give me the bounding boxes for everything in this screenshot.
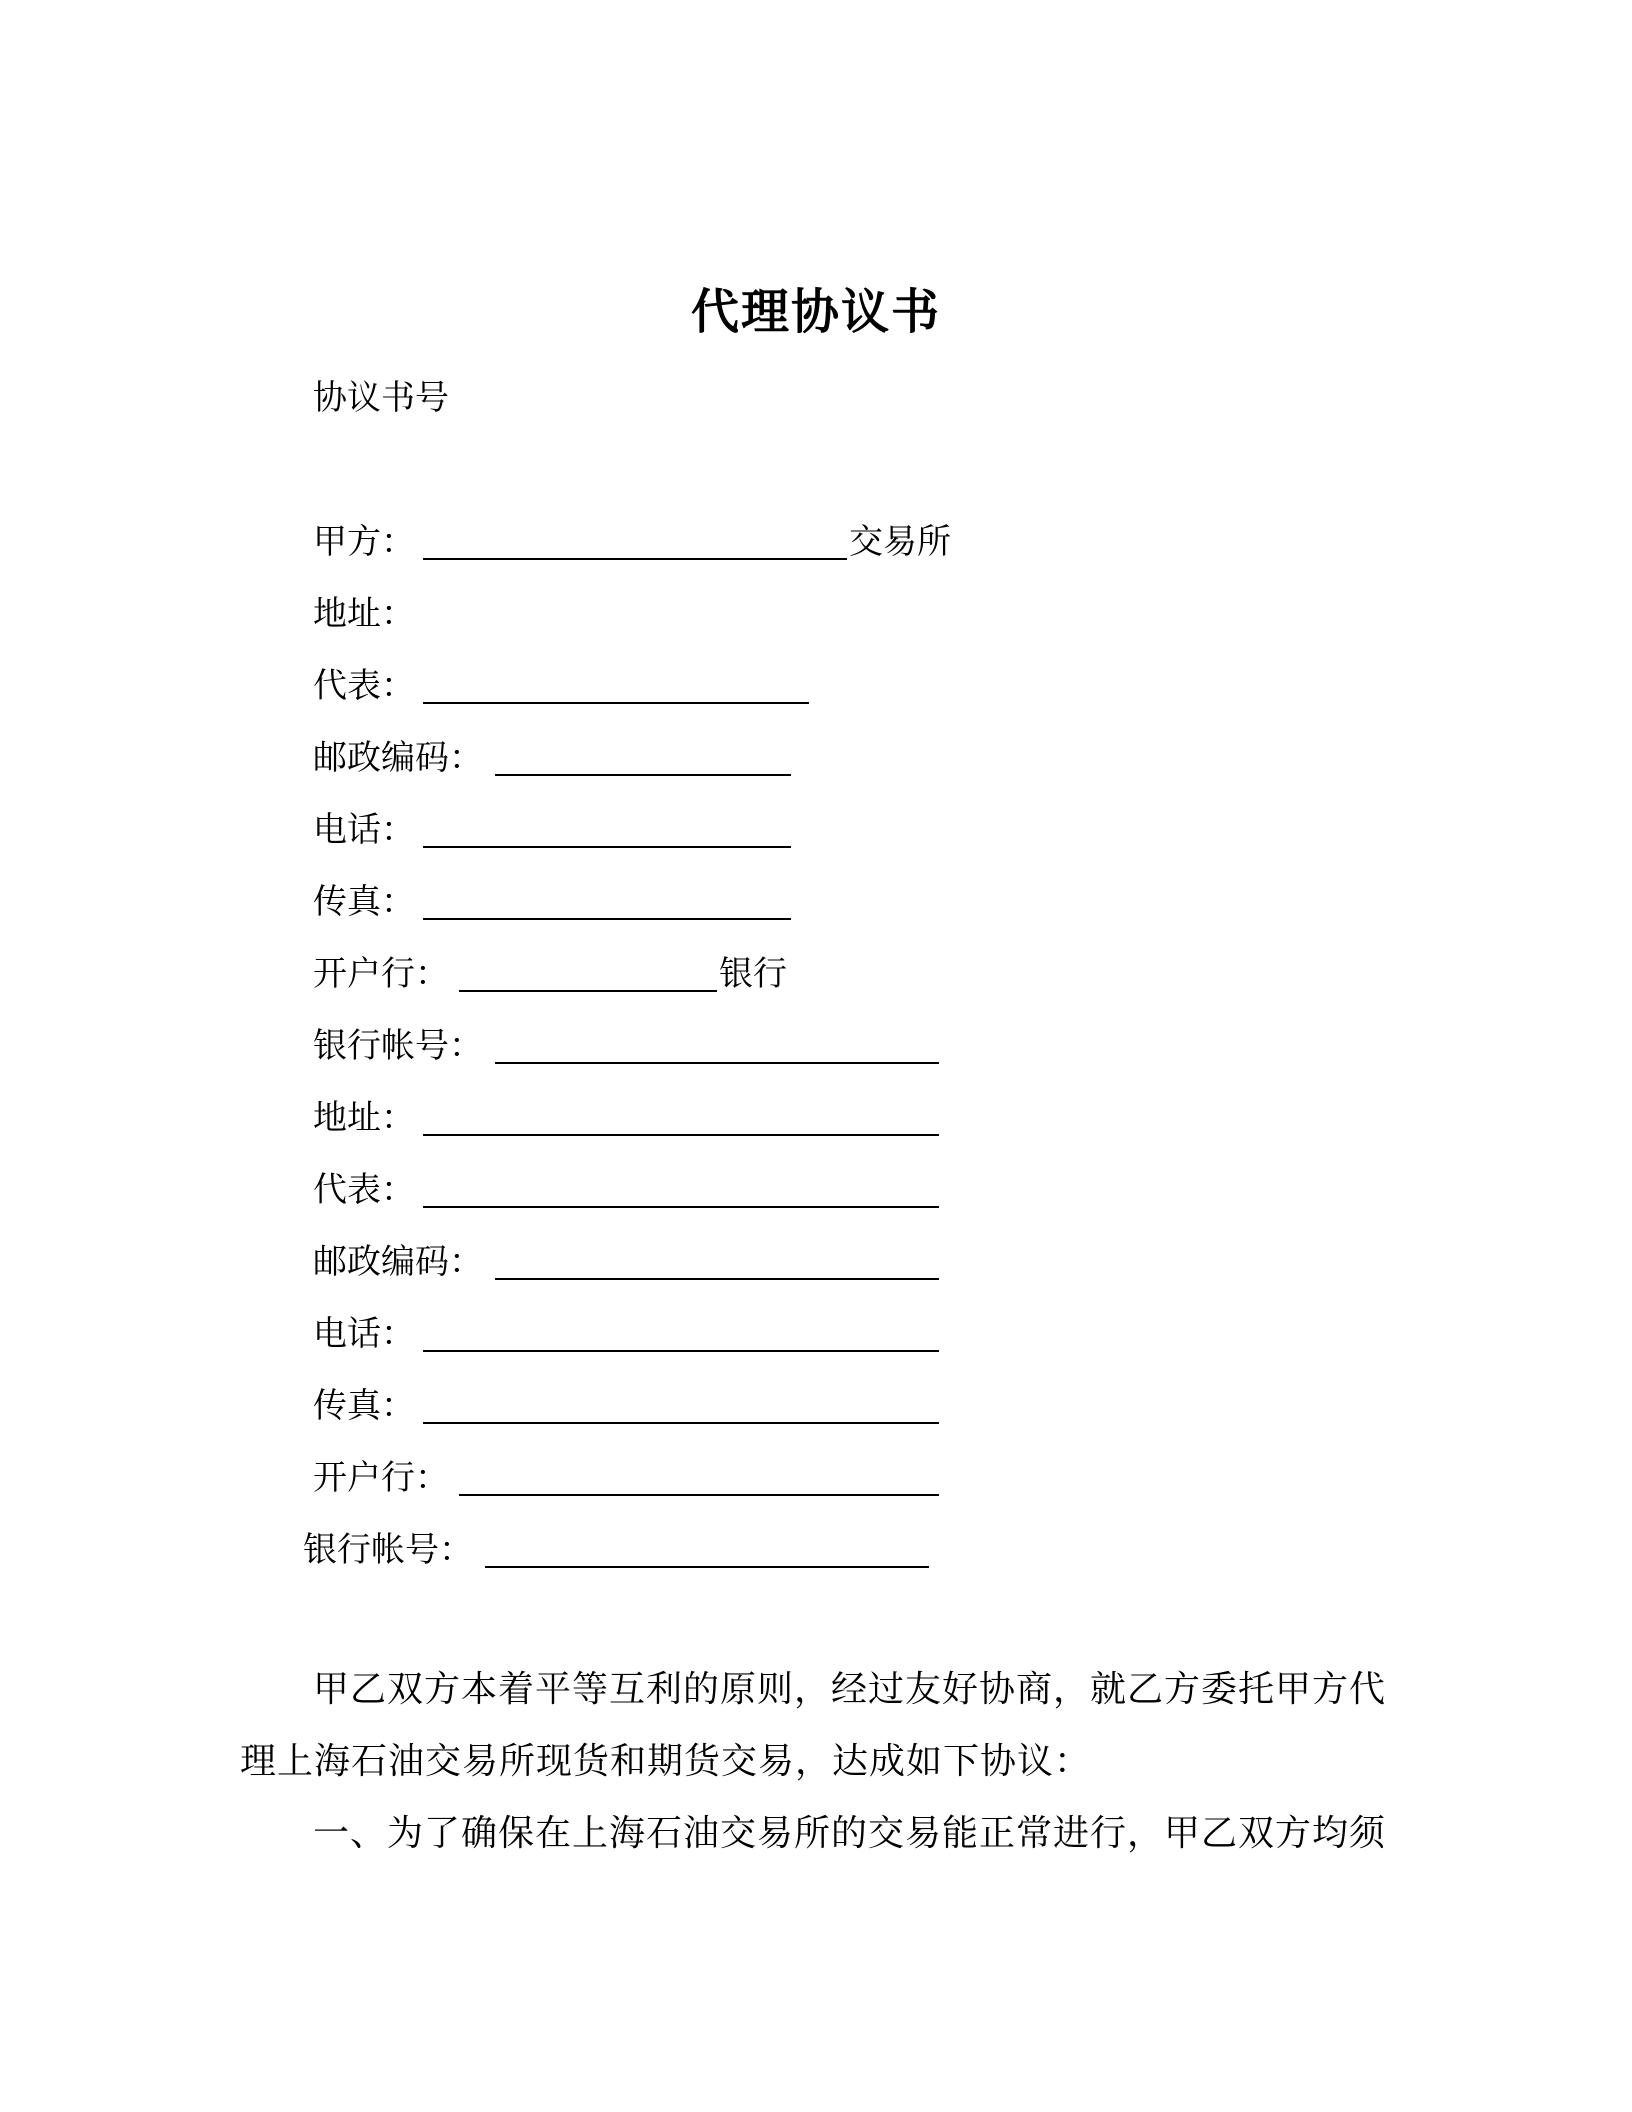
intro-line-1: 甲乙双方本着平等互利的原则，经过友好协商，就乙方委托甲方代 (313, 1669, 1387, 1710)
party-a-fax-label: 传真： (313, 882, 415, 922)
party-b-account-blank[interactable] (485, 1566, 929, 1568)
party-b-fax-blank[interactable] (423, 1422, 939, 1424)
party-a-address-row (313, 592, 613, 636)
party-a-postal-code-label: 邮政编码： (313, 738, 483, 778)
party-b-account-label: 银行帐号： (303, 1530, 473, 1570)
clause-1-line-1: 一、为了确保在上海石油交易所的交易能正常进行，甲乙双方均须 (313, 1813, 1387, 1854)
party-b-postal-code-blank[interactable] (495, 1278, 939, 1280)
party-b-postal-code-row (313, 1240, 1013, 1284)
party-a-account-row (313, 1024, 1013, 1068)
party-b-representative-label: 代表： (313, 1170, 415, 1210)
party-a-bank-suffix: 银行 (719, 954, 787, 994)
party-a-phone-blank[interactable] (423, 846, 791, 848)
intro-line-2: 理上海石油交易所现货和期货交易，达成如下协议： (240, 1741, 1092, 1782)
party-b-fax-label: 传真： (313, 1386, 415, 1426)
party-b-bank-label: 开户行： (313, 1458, 449, 1498)
party-b-phone-blank[interactable] (423, 1350, 939, 1352)
party-a-fax-blank[interactable] (423, 918, 791, 920)
party-a-postal-code-row (313, 736, 1013, 780)
party-a-blank[interactable] (423, 558, 847, 560)
party-a-label: 甲方： (313, 522, 415, 562)
party-a-fax-row (313, 880, 1013, 924)
party-b-fax-row (313, 1384, 1013, 1428)
party-b-postal-code-label: 邮政编码： (313, 1242, 483, 1282)
party-b-bank-blank[interactable] (459, 1494, 939, 1496)
party-a-row (313, 520, 1013, 564)
party-a-suffix: 交易所 (849, 522, 951, 562)
party-b-account-row (303, 1528, 1003, 1572)
party-b-representative-blank[interactable] (423, 1206, 939, 1208)
party-a-account-label: 银行帐号： (313, 1026, 483, 1066)
party-a-phone-row (313, 808, 1013, 852)
party-b-address-row (313, 1096, 1013, 1140)
party-a-bank-blank[interactable] (459, 990, 717, 992)
party-b-address-label: 地址： (313, 1098, 415, 1138)
party-a-representative-label: 代表： (313, 666, 415, 706)
party-b-phone-label: 电话： (313, 1314, 415, 1354)
party-a-representative-row (313, 664, 1013, 708)
party-b-representative-row (313, 1168, 1013, 1212)
party-b-phone-row (313, 1312, 1013, 1356)
party-a-address-label: 地址： (313, 594, 415, 634)
agreement-number-label: 协议书号 (313, 378, 449, 418)
party-b-address-blank[interactable] (423, 1134, 939, 1136)
party-a-bank-row (313, 952, 1013, 996)
party-b-bank-row (313, 1456, 1013, 1500)
party-a-phone-label: 电话： (313, 810, 415, 850)
document-title: 代理协议书 (690, 284, 941, 340)
party-a-bank-label: 开户行： (313, 954, 449, 994)
party-a-representative-blank[interactable] (423, 702, 809, 704)
party-a-account-blank[interactable] (495, 1062, 939, 1064)
party-a-postal-code-blank[interactable] (495, 774, 791, 776)
